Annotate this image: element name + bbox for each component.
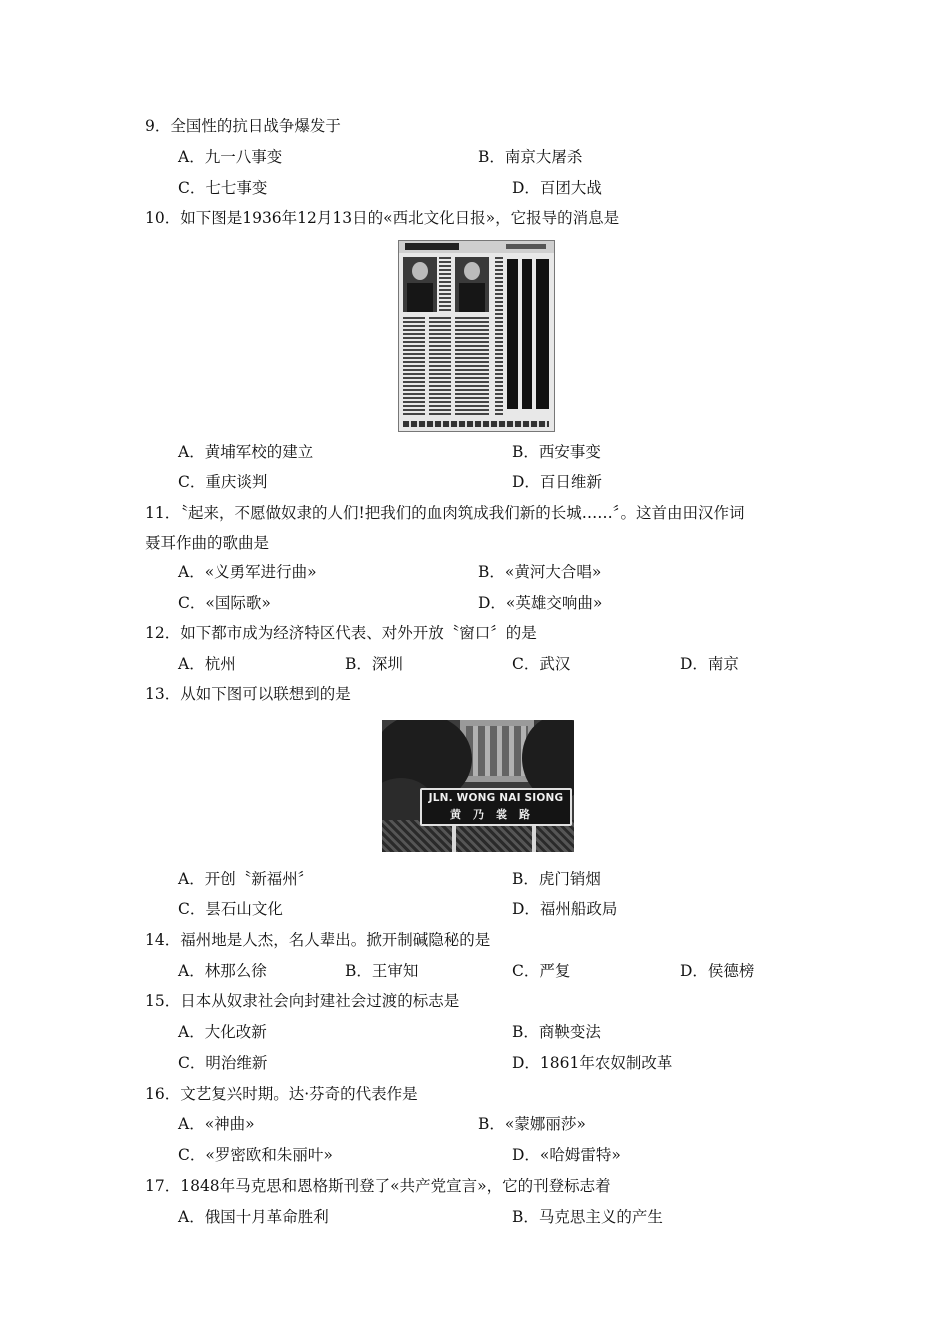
- question-10-option-a: A．黄埔军校的建立: [178, 443, 314, 461]
- question-13-stem: 13．从如下图可以联想到的是: [145, 685, 351, 703]
- newspaper-photo: [398, 240, 555, 432]
- question-13-option-a: A．开创〝新福州〞: [178, 870, 314, 888]
- question-10-option-b: B．西安事变: [512, 443, 601, 461]
- question-14-option-c: C．严复: [512, 962, 571, 980]
- question-16-stem: 16．文艺复兴时期。达·芬奇的代表作是: [145, 1085, 418, 1103]
- question-13-option-b: B．虎门销烟: [512, 870, 601, 888]
- question-9-option-c: C．七七事变: [178, 179, 268, 197]
- question-13-option-d: D．福州船政局: [512, 900, 618, 918]
- question-11-option-b: B．«黄河大合唱»: [478, 563, 602, 581]
- question-13-option-c: C．昙石山文化: [178, 900, 283, 918]
- question-14-option-b: B．王审知: [345, 962, 419, 980]
- newspaper-masthead: [399, 241, 554, 253]
- question-17-option-b: B．马克思主义的产生: [512, 1208, 663, 1226]
- question-15-option-d: D．1861年农奴制改革: [512, 1054, 673, 1072]
- question-11-stem-line1: 11．〝起来，不愿做奴隶的人们!把我们的血肉筑成我们新的长城……〞。这首由田汉作词: [145, 504, 745, 522]
- question-11-option-d: D．«英雄交响曲»: [478, 594, 603, 612]
- question-12-option-b: B．深圳: [345, 655, 403, 673]
- question-16-option-d: D．«哈姆雷特»: [512, 1146, 621, 1164]
- question-14-option-a: A．林那么徐: [178, 962, 267, 980]
- question-17-stem: 17．1848年马克思和恩格斯刊登了«共产党宣言»，它的刊登标志着: [145, 1177, 611, 1195]
- street-sign-latin-text: JLN. WONG NAI SIONG: [428, 792, 564, 804]
- question-15-option-a: A．大化改新: [178, 1023, 267, 1041]
- question-14-option-d: D．侯德榜: [680, 962, 755, 980]
- street-sign-board: [420, 788, 572, 826]
- question-17-option-a: A．俄国十月革命胜利: [178, 1208, 329, 1226]
- question-15-option-c: C．明治维新: [178, 1054, 268, 1072]
- question-15-option-b: B．商鞅变法: [512, 1023, 601, 1041]
- question-9-option-b: B．南京大屠杀: [478, 148, 583, 166]
- question-12-option-c: C．武汉: [512, 655, 571, 673]
- newspaper-portrait-left: [403, 257, 437, 312]
- street-sign-photo: [382, 720, 574, 852]
- question-16-option-a: A．«神曲»: [178, 1115, 255, 1133]
- question-12-option-a: A．杭州: [178, 655, 236, 673]
- question-9-option-a: A．九一八事变: [178, 148, 283, 166]
- question-9-stem: 9．全国性的抗日战争爆发于: [145, 117, 341, 135]
- question-10-option-c: C．重庆谈判: [178, 473, 268, 491]
- question-12-stem: 12．如下都市成为经济特区代表、对外开放〝窗口〞的是: [145, 624, 537, 642]
- question-11-option-a: A．«义勇军进行曲»: [178, 563, 317, 581]
- question-11-stem-line2: 聂耳作曲的歌曲是: [145, 534, 270, 552]
- question-11-option-c: C．«国际歌»: [178, 594, 271, 612]
- question-10-stem: 10．如下图是1936年12月13日的«西北文化日报»，它报导的消息是: [145, 209, 620, 227]
- question-15-stem: 15．日本从奴隶社会向封建社会过渡的标志是: [145, 992, 460, 1010]
- question-10-option-d: D．百日维新: [512, 473, 602, 491]
- question-9-option-d: D．百团大战: [512, 179, 602, 197]
- question-12-option-d: D．南京: [680, 655, 739, 673]
- question-14-stem: 14．福州地是人杰，名人辈出。掀开制碱隐秘的是: [145, 931, 491, 949]
- newspaper-headline: [507, 259, 518, 409]
- street-sign-chinese-text: 黄乃裳路: [450, 808, 542, 821]
- question-16-option-b: B．«蒙娜丽莎»: [478, 1115, 586, 1133]
- newspaper-portrait-right: [455, 257, 489, 312]
- question-16-option-c: C．«罗密欧和朱丽叶»: [178, 1146, 333, 1164]
